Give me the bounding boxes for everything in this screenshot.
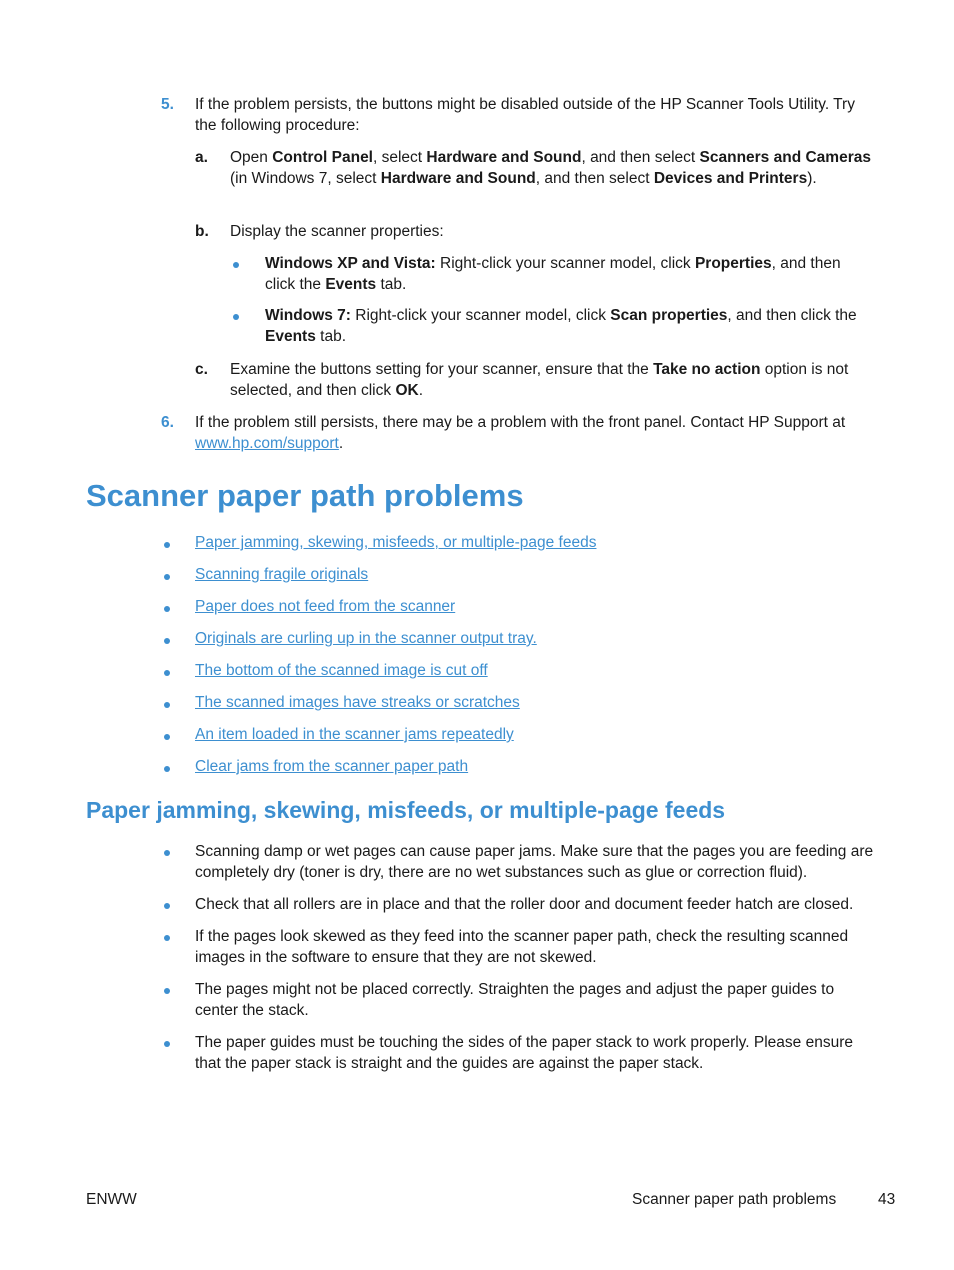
bullet-icon [164, 606, 170, 612]
list-item [0, 724, 954, 756]
bullet-icon [164, 1041, 170, 1047]
bullet-icon [164, 766, 170, 772]
page-title: Scanner paper path problems [86, 478, 524, 513]
page-number: 43 [878, 1191, 896, 1208]
step-number-6: 6. [161, 414, 174, 431]
step-number-5: 5. [161, 96, 174, 113]
step-6-text: If the problem still persists, there may be a problem with the front panel. Contact HP Support at www.hp.com/support. [195, 414, 846, 452]
list-item [0, 692, 954, 724]
toc-link[interactable]: Originals are curling up in the scanner output tray. [195, 630, 537, 647]
toc-link[interactable]: The bottom of the scanned image is cut off [195, 662, 488, 679]
toc-link[interactable]: Paper does not feed from the scanner [195, 598, 456, 615]
toc-link[interactable]: Scanning fragile originals [195, 566, 369, 583]
toc-link[interactable]: Clear jams from the scanner paper path [195, 758, 469, 775]
list-item: Check that all rollers are in place and that the roller door and document feeder hatch are closed. [195, 896, 854, 913]
toc-link[interactable]: The scanned images have streaks or scratches [195, 694, 520, 711]
footer-left-label: ENWW [86, 1191, 137, 1208]
substep-c-text: Examine the buttons setting for your scanner, ensure that the Take no action option is not selected, and then click OK. [230, 361, 849, 399]
list-item: The paper guides must be touching the sides of the paper stack to work properly. Please ensure that the paper stack is straight and the guides are against the paper stack. [195, 1034, 853, 1072]
list-item [0, 564, 954, 596]
list-item [0, 628, 954, 660]
bullet-icon [164, 670, 170, 676]
substep-c-label: c. [195, 361, 208, 378]
windows-7-instruction: Windows 7: Right-click your scanner model, click Scan properties, and then click the Events tab. [265, 307, 857, 345]
bullet-icon [164, 702, 170, 708]
step-5-text: If the problem persists, the buttons might be disabled outside of the HP Scanner Tools Utility. Try the following procedure: [195, 96, 855, 134]
list-item [0, 756, 954, 788]
bullet-icon [164, 903, 170, 909]
footer-section-name: Scanner paper path problems [632, 1191, 837, 1208]
substep-b-label: b. [195, 223, 209, 240]
list-item: The pages might not be placed correctly. Straighten the pages and adjust the paper guides to center the stack. [195, 981, 835, 1019]
list-item: Scanning damp or wet pages can cause paper jams. Make sure that the pages you are feeding are completely dry (toner is dry, there are no wet substances such as glue or correction fluid). [195, 843, 874, 881]
bullet-icon [164, 638, 170, 644]
list-item [0, 532, 954, 564]
list-item [0, 660, 954, 692]
bullet-icon [164, 574, 170, 580]
bullet-icon [164, 734, 170, 740]
bullet-icon [233, 262, 239, 268]
bullet-icon [233, 314, 239, 320]
substep-b-text: Display the scanner properties: [230, 223, 444, 240]
toc-link[interactable]: Paper jamming, skewing, misfeeds, or multiple-page feeds [195, 534, 597, 551]
bullet-icon [164, 542, 170, 548]
substep-a-label: a. [195, 149, 208, 166]
list-item: If the pages look skewed as they feed into the scanner paper path, check the resulting scanned images in the software to ensure that they are not skewed. [195, 928, 849, 966]
toc-link[interactable]: An item loaded in the scanner jams repeatedly [195, 726, 514, 743]
bullet-icon [164, 935, 170, 941]
bullet-icon [164, 988, 170, 994]
list-item [0, 596, 954, 628]
section-link-list [0, 532, 954, 788]
hp-support-link[interactable]: www.hp.com/support [195, 435, 339, 452]
substep-a-text: Open Control Panel, select Hardware and Sound, and then select Scanners and Cameras (in Windows 7, select Hardware and Sound, and then select Devices and Printers). [230, 149, 871, 187]
subsection-title: Paper jamming, skewing, misfeeds, or multiple-page feeds [86, 797, 726, 823]
windows-xp-vista-instruction: Windows XP and Vista: Right-click your scanner model, click Properties, and then click the Events tab. [265, 255, 841, 293]
bullet-icon [164, 850, 170, 856]
